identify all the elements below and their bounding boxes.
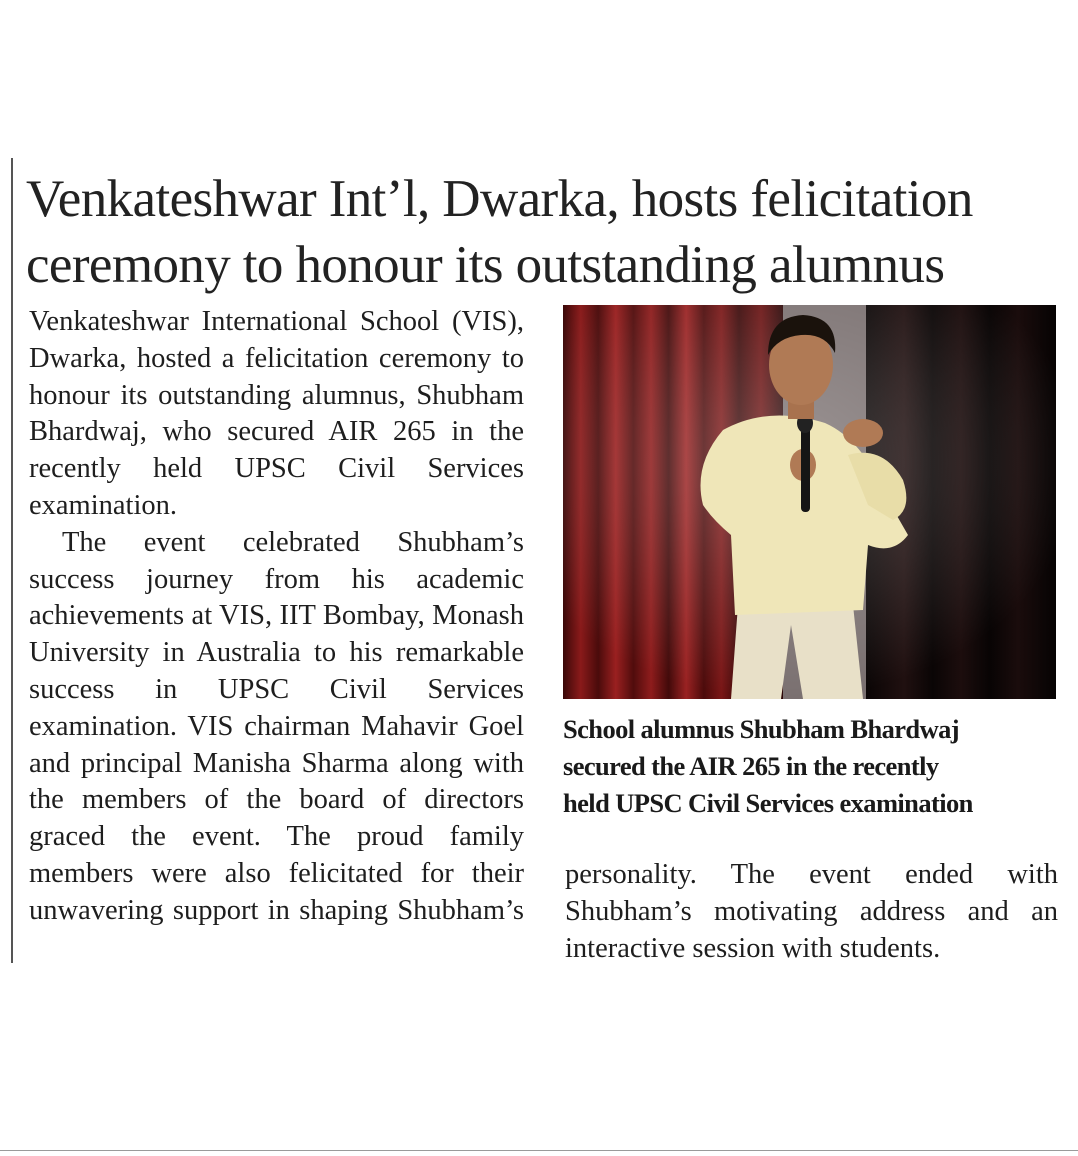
paragraph: Venkateshwar International School (VIS), Dwarka, hosted a felicitation ceremony to honour its outstanding alumnus, Shubham Bhardwaj, who secured AIR 265 in the recently held UPSC Civil Services examination. bbox=[29, 306, 524, 521]
paragraph: The event celebrated Shubham’s success journey from his academic achievements at VIS, IIT Bombay, Monash University in Australia to his remarkable success in UPSC Civil Services examination. VIS chairman Mahavir Goel and principal Manisha Sharma along with the members of the board of directors graced the event. The proud family members were also felicitated for their unwavering support in shaping Shubham’s bbox=[29, 526, 524, 926]
caption-line: held UPSC Civil Services examination bbox=[563, 788, 973, 818]
page-divider bbox=[0, 1150, 1078, 1151]
article-photo bbox=[563, 305, 1056, 699]
headline-line: ceremony to honour its outstanding alumnus bbox=[26, 236, 945, 294]
caption-line: secured the AIR 265 in the recently bbox=[563, 751, 939, 781]
photo-caption bbox=[563, 711, 1058, 822]
headline bbox=[26, 166, 1066, 298]
paragraph: personality. The event ended with Shubham’s motivating address and an interactive session with students. bbox=[565, 859, 1058, 964]
column-rule bbox=[11, 158, 13, 963]
article-body-left bbox=[29, 304, 524, 930]
caption-line: School alumnus Shubham Bhardwaj bbox=[563, 714, 959, 744]
article-body-right bbox=[565, 857, 1058, 967]
headline-line: Venkateshwar Int’l, Dwarka, hosts felicitation bbox=[26, 170, 973, 228]
